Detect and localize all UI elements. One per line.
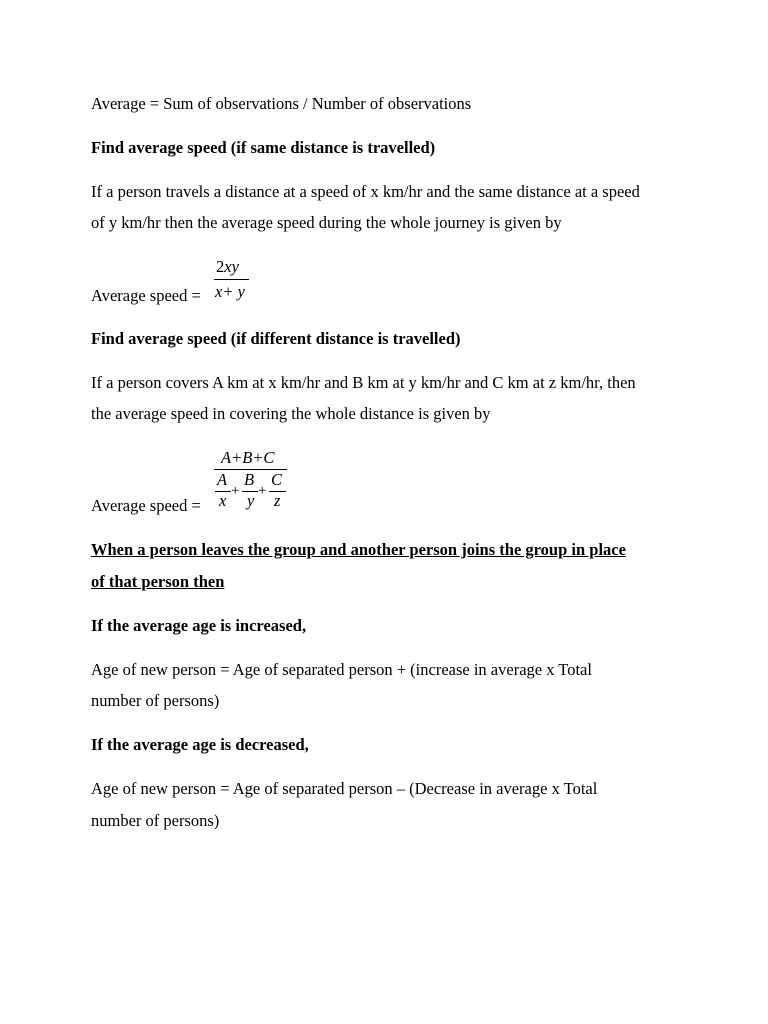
age-increased-text-line-1: Age of new person = Age of separated person + (increase in average x Total xyxy=(91,660,592,679)
formula-2-plus-1: + xyxy=(231,483,240,499)
formula-2-label: Average speed = xyxy=(91,496,201,515)
age-increased-text-line-2: number of persons) xyxy=(91,691,220,710)
formula-1-numerator xyxy=(216,258,239,276)
formula-2-term-1-denominator: x xyxy=(219,491,227,510)
different-distance-text-line-1: If a person covers A km at x km/hr and B km at y km/hr and C km at z km/hr, then xyxy=(91,373,636,392)
formula-1-denominator: x+ y xyxy=(215,282,245,301)
heading-group-replacement-line-1: When a person leaves the group and another person joins the group in place xyxy=(91,540,626,559)
same-distance-text-line-2: of y km/hr then the average speed during the whole journey is given by xyxy=(91,213,562,232)
formula-1-fraction-bar xyxy=(214,279,249,280)
different-distance-text-line-2: the average speed in covering the whole distance is given by xyxy=(91,404,491,423)
formula-1-label: Average speed = xyxy=(91,286,201,305)
formula-2-term-1-numerator: A xyxy=(217,470,228,489)
heading-same-distance: Find average speed (if same distance is travelled) xyxy=(91,138,436,157)
heading-age-decreased: If the average age is decreased, xyxy=(91,735,309,754)
formula-2-term-2-denominator: y xyxy=(247,491,255,510)
formula-2-term-3-numerator: C xyxy=(271,470,283,489)
same-distance-text-line-1: If a person travels a distance at a speed of x km/hr and the same distance at a speed xyxy=(91,182,640,201)
age-decreased-text-line-2: number of persons) xyxy=(91,811,220,830)
heading-group-replacement-line-2: of that person then xyxy=(91,572,225,591)
formula-1-coefficient: 2 xyxy=(216,257,225,276)
formula-2-term-2-numerator: B xyxy=(244,470,255,489)
formula-2-term-3-denominator: z xyxy=(274,491,281,510)
formula-2-numerator: A+B+C xyxy=(221,448,275,467)
age-decreased-text-line-1: Age of new person = Age of separated person – (Decrease in average x Total xyxy=(91,779,598,798)
formula-1-variables: xy xyxy=(224,257,239,276)
heading-different-distance: Find average speed (if different distance is travelled) xyxy=(91,329,461,348)
average-definition: Average = Sum of observations / Number of observations xyxy=(91,94,472,113)
formula-2-plus-2: + xyxy=(258,483,267,499)
heading-age-increased: If the average age is increased, xyxy=(91,616,307,635)
